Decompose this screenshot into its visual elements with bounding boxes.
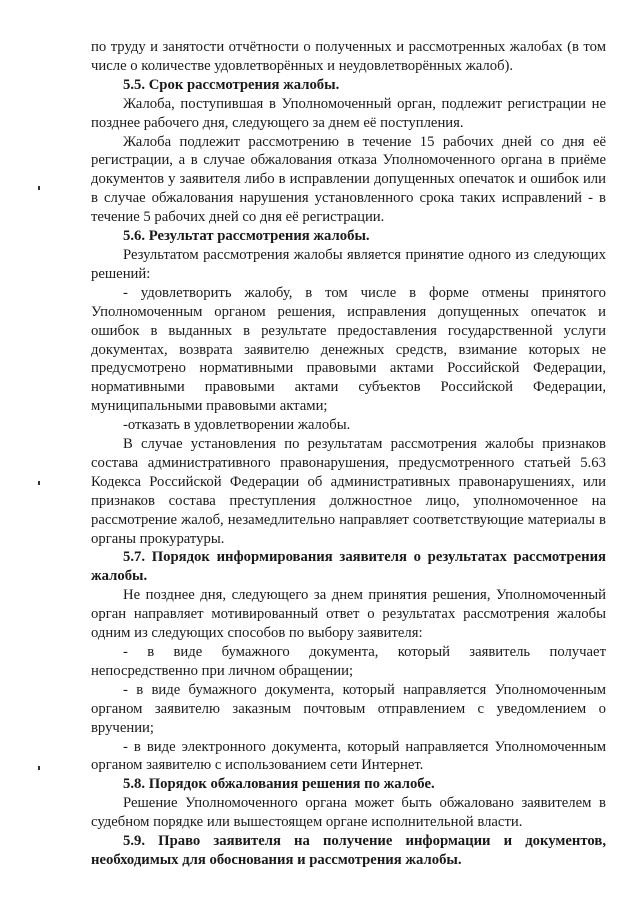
scan-speck <box>38 766 40 770</box>
scan-speck <box>38 186 40 190</box>
heading-5-9: 5.9. Право заявителя на получение информации и документов, необходимых для обоснования и рассмотрения жалобы. <box>91 833 606 868</box>
paragraph-5-7-a: Не позднее дня, следующего за днем принятия решения, Уполномоченный орган направляет мотивированный ответ о результатах рассмотрения жалобы одним из следующих способов по выбору заявителя: <box>91 587 606 642</box>
paragraph-5-6-b: - удовлетворить жалобу, в том числе в форме отмены принятого Уполномоченным органом решения, исправления допущенных опечаток и ошибок в выданных в результате предоставления государственной услуги документах, возврата заявителю денежных средств, взимание которых не предусмотрено нормативными правовыми актами Российской Федерации, нормативными правовыми актами субъектов Российской Федерации, муниципальными правовыми актами; <box>91 284 606 415</box>
paragraph-5-8: Решение Уполномоченного органа может быть обжаловано заявителем в судебном порядке или вышестоящем органе исполнительной власти. <box>91 795 606 831</box>
paragraph-5-6-a: Результатом рассмотрения жалобы является принятие одного из следующих решений: <box>91 246 606 282</box>
paragraph-intro: по труду и занятости отчётности о полученных и рассмотренных жалобах (в том числе о количестве удовлетворённых и неудовлетворённых жалоб). <box>91 39 606 74</box>
paragraph-5-7-c: - в виде бумажного документа, который направляется Уполномоченным органом заявителю заказным почтовым отправлением с уведомлением о вручении; <box>91 681 606 736</box>
heading-5-7: 5.7. Порядок информирования заявителя о результатах рассмотрения жалобы. <box>91 549 606 585</box>
paragraph-5-7-b: - в виде бумажного документа, который заявитель получает непосредственно при личном обращении; <box>91 644 606 679</box>
scan-speck <box>38 481 40 485</box>
document-page <box>91 38 606 870</box>
paragraph-5-7-d: - в виде электронного документа, который направляется Уполномоченным органом заявителю с использованием сети Интернет. <box>91 738 606 774</box>
heading-5-6: 5.6. Результат рассмотрения жалобы. <box>123 228 370 245</box>
heading-5-8: 5.8. Порядок обжалования решения по жалобе. <box>123 776 435 793</box>
paragraph-5-5-b: Жалоба подлежит рассмотрению в течение 15 рабочих дней со дня её регистрации, а в случае обжалования отказа Уполномоченного органа в приёме документов у заявителя либо в исправлении допущенных опечаток и ошибок или в случае обжалования нарушения установленного срока таких исправлений - в течение 5 рабочих дней со дня её регистрации. <box>91 133 606 226</box>
paragraph-5-6-d: В случае установления по результатам рассмотрения жалобы признаков состава административного правонарушения, предусмотренного статьей 5.63 Кодекса Российской Федерации об административных правонарушениях, или признаков состава преступления должностное лицо, уполномоченное на рассмотрение жалоб, незамедлительно направляет соответствующие материалы в органы прокуратуры. <box>91 436 606 547</box>
paragraph-5-6-c: -отказать в удовлетворении жалобы. <box>123 417 351 434</box>
paragraph-5-5-a: Жалоба, поступившая в Уполномоченный орган, подлежит регистрации не позднее рабочего дня, следующего за днем её поступления. <box>91 95 606 131</box>
heading-5-5: 5.5. Срок рассмотрения жалобы. <box>123 76 340 93</box>
